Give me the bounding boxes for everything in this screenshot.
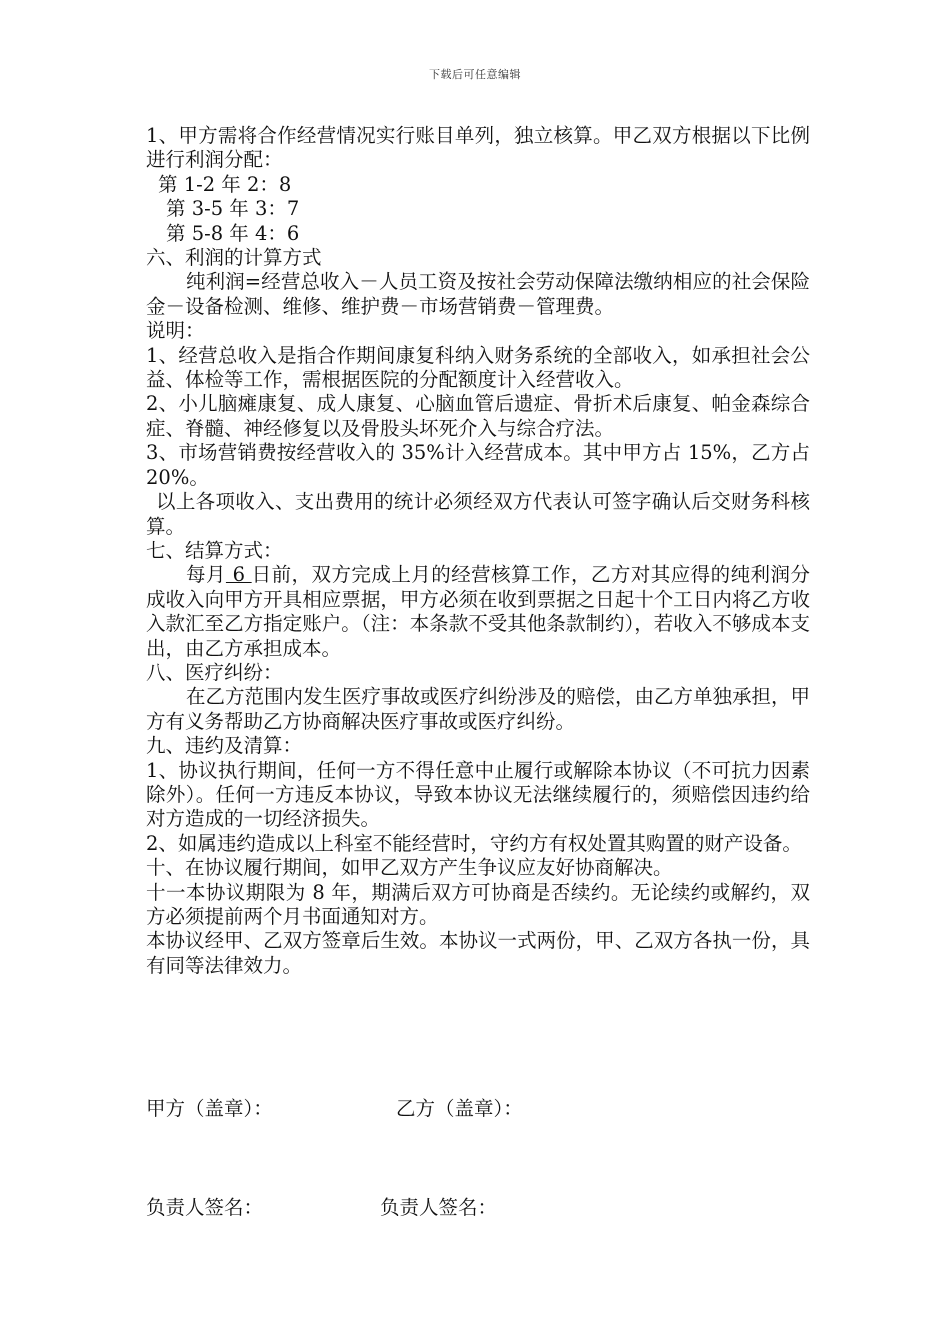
agreement-body <box>146 124 810 978</box>
settlement-day: 6 <box>225 563 252 587</box>
ratio-years-1-2: 第 1-2 年 2：8 <box>158 172 292 196</box>
ratio-years-3-5: 第 3-5 年 3：7 <box>166 197 300 221</box>
net-profit-formula: 纯利润=经营总收入－人员工资及按社会劳动保障法缴纳相应的社会保险金－设备检测、维修、维护费－市场营销费－管理费。 <box>146 270 810 318</box>
note-1: 1、经营总收入是指合作期间康复科纳入财务系统的全部收入，如承担社会公益、体检等工作，需根据医院的分配额度计入经营收入。 <box>146 343 810 392</box>
settlement-prefix: 每月 <box>186 563 226 587</box>
notes-title: 说明： <box>146 319 205 343</box>
page-header: 下载后可任意编辑 <box>429 68 521 81</box>
party-b-seal-label: 乙方（盖章）： <box>396 1097 523 1120</box>
effectiveness-clause: 本协议经甲、乙双方签章后生效。本协议一式两份，甲、乙双方各执一份，具有同等法律效力。 <box>146 929 810 977</box>
note-3: 3、市场营销费按经营收入的 35%计入经营成本。其中甲方占 15%，乙方占 20%。 <box>146 441 810 489</box>
section-6-title: 六、利润的计算方式 <box>146 246 322 270</box>
breach-clause-2: 2、如属违约造成以上科室不能经营时，守约方有权处置其购置的财产设备。 <box>146 831 802 855</box>
section-7-title: 七、结算方式： <box>146 538 283 562</box>
medical-dispute-text: 在乙方范围内发生医疗事故或医疗纠纷涉及的赔偿，由乙方单独承担，甲方有义务帮助乙方协商解决医疗事故或医疗纠纷。 <box>146 685 811 733</box>
note-summary: 以上各项收入、支出费用的统计必须经双方代表认可签字确认后交财务科核算。 <box>146 490 810 538</box>
section-8-title: 八、医疗纠纷： <box>146 660 283 684</box>
section-10: 十、在协议履行期间，如甲乙双方产生争议应友好协商解决。 <box>146 856 673 880</box>
party-b-signature-label: 负责人签名： <box>380 1196 498 1219</box>
ratio-years-5-8: 第 5-8 年 4：6 <box>166 221 300 245</box>
settlement-rest: 日前，双方完成上月的经营核算工作，乙方对其应得的纯利润分成收入向甲方开具相应票据，甲方必须在收到票据之日起十个工日内将乙方收入款汇至乙方指定账户。（注：本条款不受其他条款制约），若收入不够成本支出，由乙方承担成本。 <box>146 563 810 660</box>
section-9-title: 九、违约及清算： <box>146 734 303 758</box>
party-a-seal-label: 甲方（盖章）： <box>146 1097 273 1120</box>
settlement-text <box>146 563 810 661</box>
note-2: 2、小儿脑瘫康复、成人康复、心脑血管后遗症、骨折术后康复、帕金森综合症、脊髓、神经修复以及骨股头坏死介入与综合疗法。 <box>146 392 810 440</box>
breach-clause-1: 1、协议执行期间，任何一方不得任意中止履行或解除本协议（不可抗力因素除外）。任何一方违反本协议，导致本协议无法继续履行的，须赔偿因违约给对方造成的一切经济损失。 <box>146 758 810 831</box>
party-a-signature-label: 负责人签名： <box>146 1196 264 1219</box>
section-11: 十一本协议期限为 8 年，期满后双方可协商是否续约。无论续约或解约，双方必须提前两个月书面通知对方。 <box>146 880 810 928</box>
clause-profit-split: 1、甲方需将合作经营情况实行账目单列，独立核算。甲乙双方根据以下比例进行利润分配： <box>146 124 810 172</box>
